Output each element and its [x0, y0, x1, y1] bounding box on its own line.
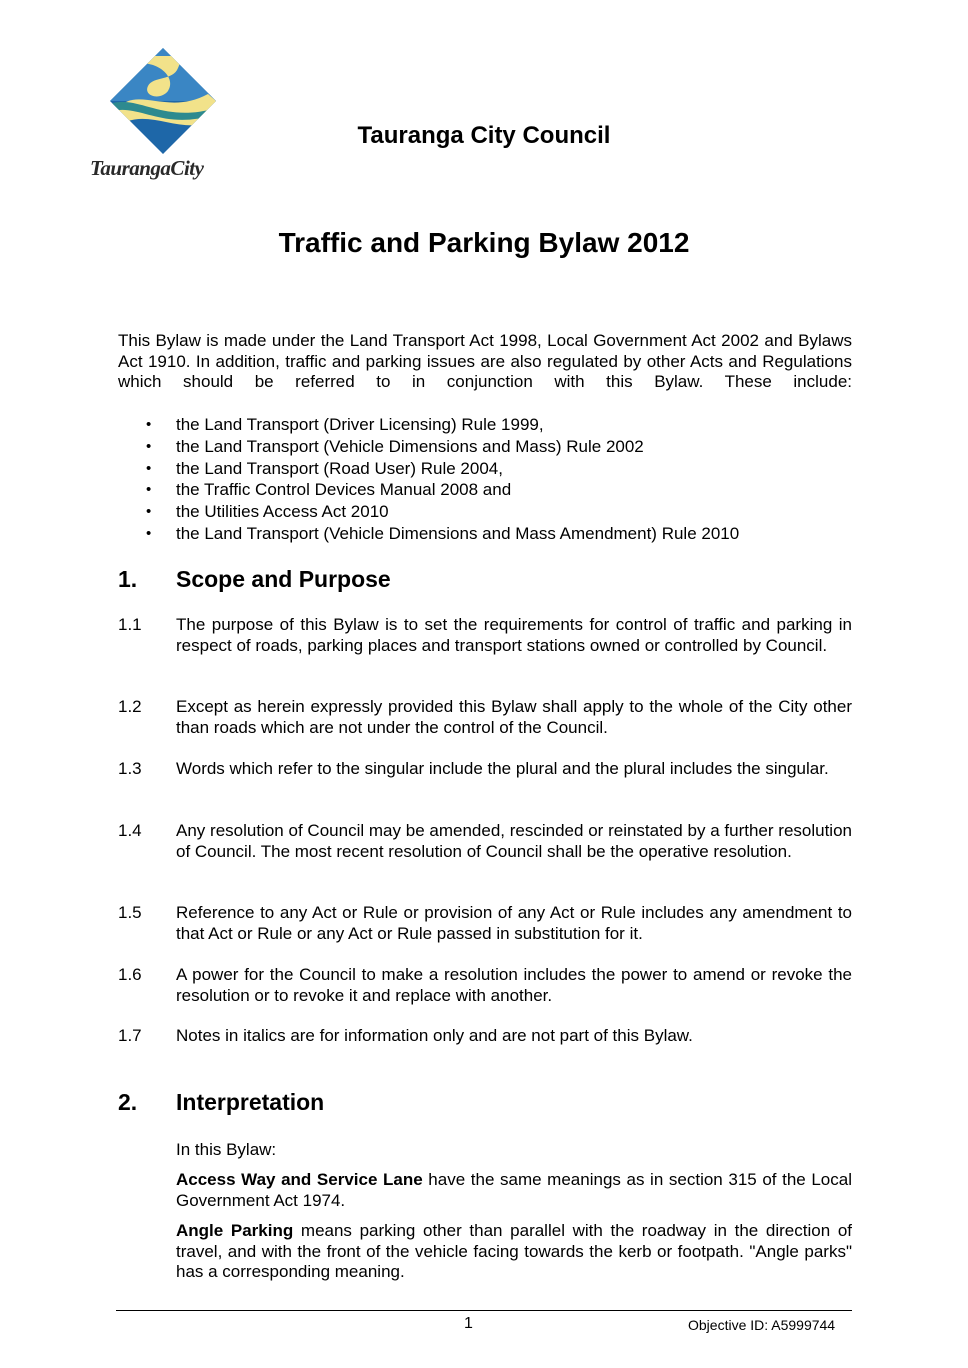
definition-text: means parking other than parallel with the roadway in the direction of travel, and with the front of the vehicle facing towards the kerb or footpath. "Angle parks" has a corresponding meaning. — [176, 1221, 852, 1282]
clause-number: 1.2 — [118, 697, 142, 716]
list-item: • the Traffic Control Devices Manual 2008 and — [146, 480, 512, 500]
clause-1-1 — [118, 615, 852, 656]
footer-divider — [116, 1310, 852, 1311]
clause-1-3 — [118, 759, 852, 780]
document-title: Traffic and Parking Bylaw 2012 — [278, 227, 690, 258]
definition-angle-parking — [176, 1221, 852, 1283]
list-item: • the Land Transport (Driver Licensing) Rule 1999, — [146, 415, 544, 434]
clause-number: 1.5 — [118, 903, 142, 922]
clause-number: 1.3 — [118, 759, 142, 778]
bullet-icon: • — [146, 437, 152, 455]
bullet-icon: • — [146, 503, 152, 521]
council-logo — [88, 46, 238, 186]
clause-1-2 — [118, 697, 852, 738]
related-acts-list — [118, 414, 739, 545]
list-item: • the Utilities Access Act 2010 — [146, 502, 389, 522]
clause-text: Reference to any Act or Rule or provision of any Act or Rule includes any amendment to that Act or Rule or any Act or Rule passed in substitution for it. — [176, 903, 852, 943]
clause-1-6 — [118, 965, 852, 1006]
clause-text: Words which refer to the singular include the plural and the plural includes the singular. — [176, 759, 829, 778]
section-number: 1. — [118, 566, 138, 592]
list-item: • the Land Transport (Vehicle Dimensions and Mass) Rule 2002 — [146, 436, 644, 456]
clause-text: A power for the Council to make a resolution includes the power to amend or revoke the resolution or to revoke it and replace with another. — [176, 965, 852, 1005]
bullet-icon: • — [146, 416, 152, 433]
clause-text: Notes in italics are for information only and are not part of this Bylaw. — [176, 1026, 693, 1045]
section-2-heading — [118, 1089, 324, 1116]
clause-number: 1.7 — [118, 1026, 142, 1045]
section-1-heading — [118, 566, 391, 593]
bullet-icon: • — [146, 459, 152, 477]
clause-number: 1.1 — [118, 615, 142, 634]
section-number: 2. — [118, 1089, 138, 1115]
clause-1-4 — [118, 821, 852, 862]
definition-access-way — [176, 1170, 852, 1211]
bullet-icon: • — [146, 524, 152, 542]
intro-paragraph: This Bylaw is made under the Land Transport Act 1998, Local Government Act 2002 and Bylaws Act 1910. In addition, traffic and parking issues are also regulated by other Acts and Regulations which should be referred to in conjunction with this Bylaw. These include: — [118, 331, 852, 392]
organisation-name: Tauranga City Council — [357, 122, 611, 149]
page-number: 1 — [464, 1315, 473, 1332]
clause-1-7 — [118, 1026, 852, 1047]
clause-1-5 — [118, 903, 852, 944]
clause-text: The purpose of this Bylaw is to set the requirements for control of traffic and parking in respect of roads, parking places and transport stations owned or controlled by Council. — [176, 615, 852, 655]
definition-text: have the same meanings as in section 315 of the Local Government Act 1974. — [176, 1170, 852, 1210]
clause-text: Any resolution of Council may be amended, rescinded or reinstated by a further resolution of Council. The most recent resolution of Council shall be the operative resolution. — [176, 821, 852, 861]
logo-wordmark: TaurangaCity — [90, 156, 204, 180]
bullet-icon: • — [146, 481, 152, 499]
definition-term: Angle Parking — [176, 1221, 294, 1240]
list-item: • the Land Transport (Road User) Rule 2004, — [146, 458, 503, 478]
objective-id: Objective ID: A5999744 — [688, 1317, 836, 1333]
clause-text: Except as herein expressly provided this Bylaw shall apply to the whole of the City other than roads which are not under the control of the Council. — [176, 697, 852, 737]
interpretation-lead: In this Bylaw: — [176, 1140, 277, 1159]
definition-term: Access Way and Service Lane — [176, 1170, 423, 1189]
clause-number: 1.6 — [118, 965, 142, 984]
section-title: Interpretation — [176, 1089, 325, 1115]
list-item: • the Land Transport (Vehicle Dimensions and Mass Amendment) Rule 2010 — [146, 523, 740, 543]
section-title: Scope and Purpose — [176, 566, 391, 592]
clause-number: 1.4 — [118, 821, 142, 840]
